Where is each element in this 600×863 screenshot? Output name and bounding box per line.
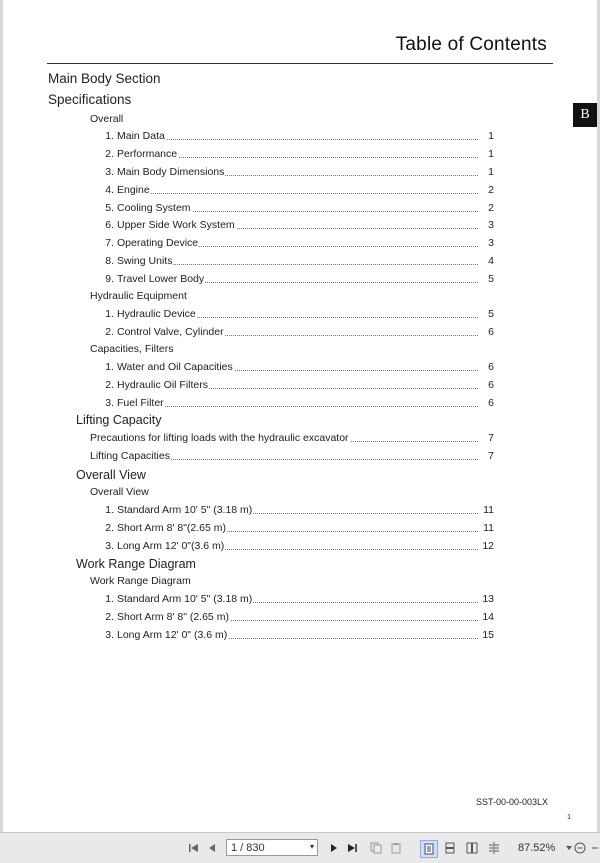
toc-group-heading: Overall [90,113,124,125]
toc-entry-number: 1. [105,361,114,373]
toc-subsection-heading: Overall View [76,468,146,482]
toc-entry[interactable] [3,130,597,144]
facing-pages-icon[interactable] [464,840,480,856]
toc-entry-page: 6 [488,397,494,409]
toc-entry-title: Fuel Filter [117,397,164,409]
toc-entry[interactable] [3,450,597,464]
pdf-viewer-toolbar [0,832,600,863]
toc-dot-leader [117,397,478,407]
previous-page-icon[interactable] [204,840,220,856]
toc-entry-number: 1. [105,593,114,605]
toc-entry-page: 7 [488,450,494,462]
toc-entry-number: 3. [105,397,114,409]
toc-entry-page: 13 [482,593,494,605]
toc-subsection-heading: Lifting Capacity [76,413,162,427]
zoom-out-icon[interactable] [566,840,586,856]
toc-entry-title: Hydraulic Device [117,308,196,320]
toc-entry-page: 6 [488,379,494,391]
toc-entry-title: Upper Side Work System [117,219,235,231]
toc-group-heading: Work Range Diagram [90,575,191,587]
toc-entry-title: Main Data [117,130,165,142]
toc-subsection-heading: Work Range Diagram [76,557,196,571]
toc-entry[interactable] [3,397,597,411]
toc-entry-number: 2. [105,611,114,623]
toc-entry-title: Travel Lower Body [117,273,205,285]
toc-entry-page: 6 [488,326,494,338]
toc-entry-number: 2. [105,326,114,338]
toc-entry[interactable] [3,148,597,162]
toc-entry-title: Standard Arm 10' 5" (3.18 m) [117,504,253,516]
toc-entry-title: Standard Arm 10' 5" (3.18 m) [117,593,253,605]
toc-entry[interactable] [3,611,597,625]
toc-entry-page: 7 [488,432,494,444]
toc-entry-page: 15 [482,629,494,641]
pdf-page [3,0,597,832]
copy-icon[interactable] [368,840,384,856]
toc-entry[interactable] [3,504,597,518]
toc-group-heading: Capacities, Filters [90,343,174,355]
toc-entry[interactable] [3,273,597,287]
toc-dot-leader [117,130,478,140]
zoom-level[interactable]: 87.52% [518,842,556,854]
toc-entry-number: 4. [105,184,114,196]
toc-entry-number: 9. [105,273,114,285]
toc-entry[interactable] [3,432,597,446]
toc-entry-number: 2. [105,148,114,160]
toc-entry-page: 5 [488,273,494,285]
toc-entry[interactable] [3,308,597,322]
toc-entry-number: 8. [105,255,114,267]
toc-entry[interactable] [3,379,597,393]
toc-entry-page: 6 [488,361,494,373]
section-tab-marker: B [573,103,597,127]
toc-entry-page: 2 [488,184,494,196]
toc-entry-page: 3 [488,237,494,249]
toc-entry[interactable] [3,326,597,340]
toc-entry-page: 3 [488,219,494,231]
toc-entry-page: 14 [482,611,494,623]
toc-entry-number: 3. [105,540,114,552]
toc-entry-number: 7. [105,237,114,249]
toc-entry-title: Short Arm 8' 8" (2.65 m) [117,611,229,623]
toc-entry-number: 1. [105,308,114,320]
toc-entry-title: Long Arm 12' 0" (3.6 m) [117,629,228,641]
toc-entry-title: Hydraulic Oil Filters [117,379,209,391]
toc-entry-number: 2. [105,379,114,391]
toc-entry[interactable] [3,540,597,554]
toc-section-heading: Main Body Section [48,71,161,86]
toc-entry-title: Water and Oil Capacities [117,361,233,373]
toc-entry-page: 12 [482,540,494,552]
toc-entry[interactable] [3,255,597,269]
toc-entry-page: 2 [488,202,494,214]
first-page-icon[interactable] [186,840,202,856]
toc-entry[interactable] [3,522,597,536]
toc-entry[interactable] [3,202,597,216]
toc-entry-title: Lifting Capacities [90,450,170,462]
toc-group-heading: Overall View [90,486,149,498]
toc-entry-title: Performance [117,148,178,160]
toc-entry-title: Control Valve, Cylinder [117,326,224,338]
toc-entry-title: Swing Units [117,255,173,267]
page-field-dropdown-icon[interactable]: ▾ [309,842,314,851]
toc-entry-title: Main Body Dimensions [117,166,225,178]
toc-entry[interactable] [3,361,597,375]
toc-entry[interactable] [3,629,597,643]
toc-entry-number: 2. [105,522,114,534]
paste-icon[interactable] [388,840,404,856]
toc-entry-title: Long Arm 12' 0"(3.6 m) [117,540,225,552]
toc-entry-title: Engine [117,184,150,196]
toc-entry[interactable] [3,219,597,233]
toc-entry-page: 5 [488,308,494,320]
toc-entry-title: Precautions for lifting loads with the hydraulic excavator [90,432,349,444]
single-page-view-icon[interactable] [420,840,438,858]
continuous-view-icon[interactable] [442,840,458,856]
toc-entry[interactable] [3,184,597,198]
toc-entry-page: 11 [483,522,494,534]
page-field-value: 1 / 830 [231,841,265,854]
toc-entry-page: 11 [483,504,494,516]
toc-entry-page: 1 [488,130,494,142]
next-page-icon[interactable] [326,840,342,856]
toc-entry-number: 3. [105,629,114,641]
toc-entry-title: Operating Device [117,237,199,249]
toc-section-heading: Specifications [48,92,132,107]
document-code: SST-00-00-003LX [475,797,548,807]
toc-entry-number: 3. [105,166,114,178]
toc-entry-page: 4 [488,255,494,267]
toc-entry-title: Cooling System [117,202,191,214]
toc-entry[interactable] [3,593,597,607]
toc-entry-number: 6. [105,219,114,231]
title-rule [47,63,553,64]
toc-entry-title: Short Arm 8' 8"(2.65 m) [117,522,227,534]
toc-entry-number: 1. [105,504,114,516]
page-number: 1 [567,814,571,821]
toc-dot-leader [117,184,478,194]
continuous-facing-icon[interactable] [486,840,502,856]
toc-entry-page: 1 [488,166,494,178]
toc-entry-number: 5. [105,202,114,214]
page-number-field[interactable] [226,839,318,856]
toc-entry[interactable] [3,166,597,180]
toc-entry[interactable] [3,237,597,251]
last-page-icon[interactable] [344,840,360,856]
toc-entry-page: 1 [488,148,494,160]
toc-group-heading: Hydraulic Equipment [90,290,187,302]
page-title: Table of Contents [395,34,547,55]
toc-entry-number: 1. [105,130,114,142]
more-icon[interactable] [590,840,600,856]
